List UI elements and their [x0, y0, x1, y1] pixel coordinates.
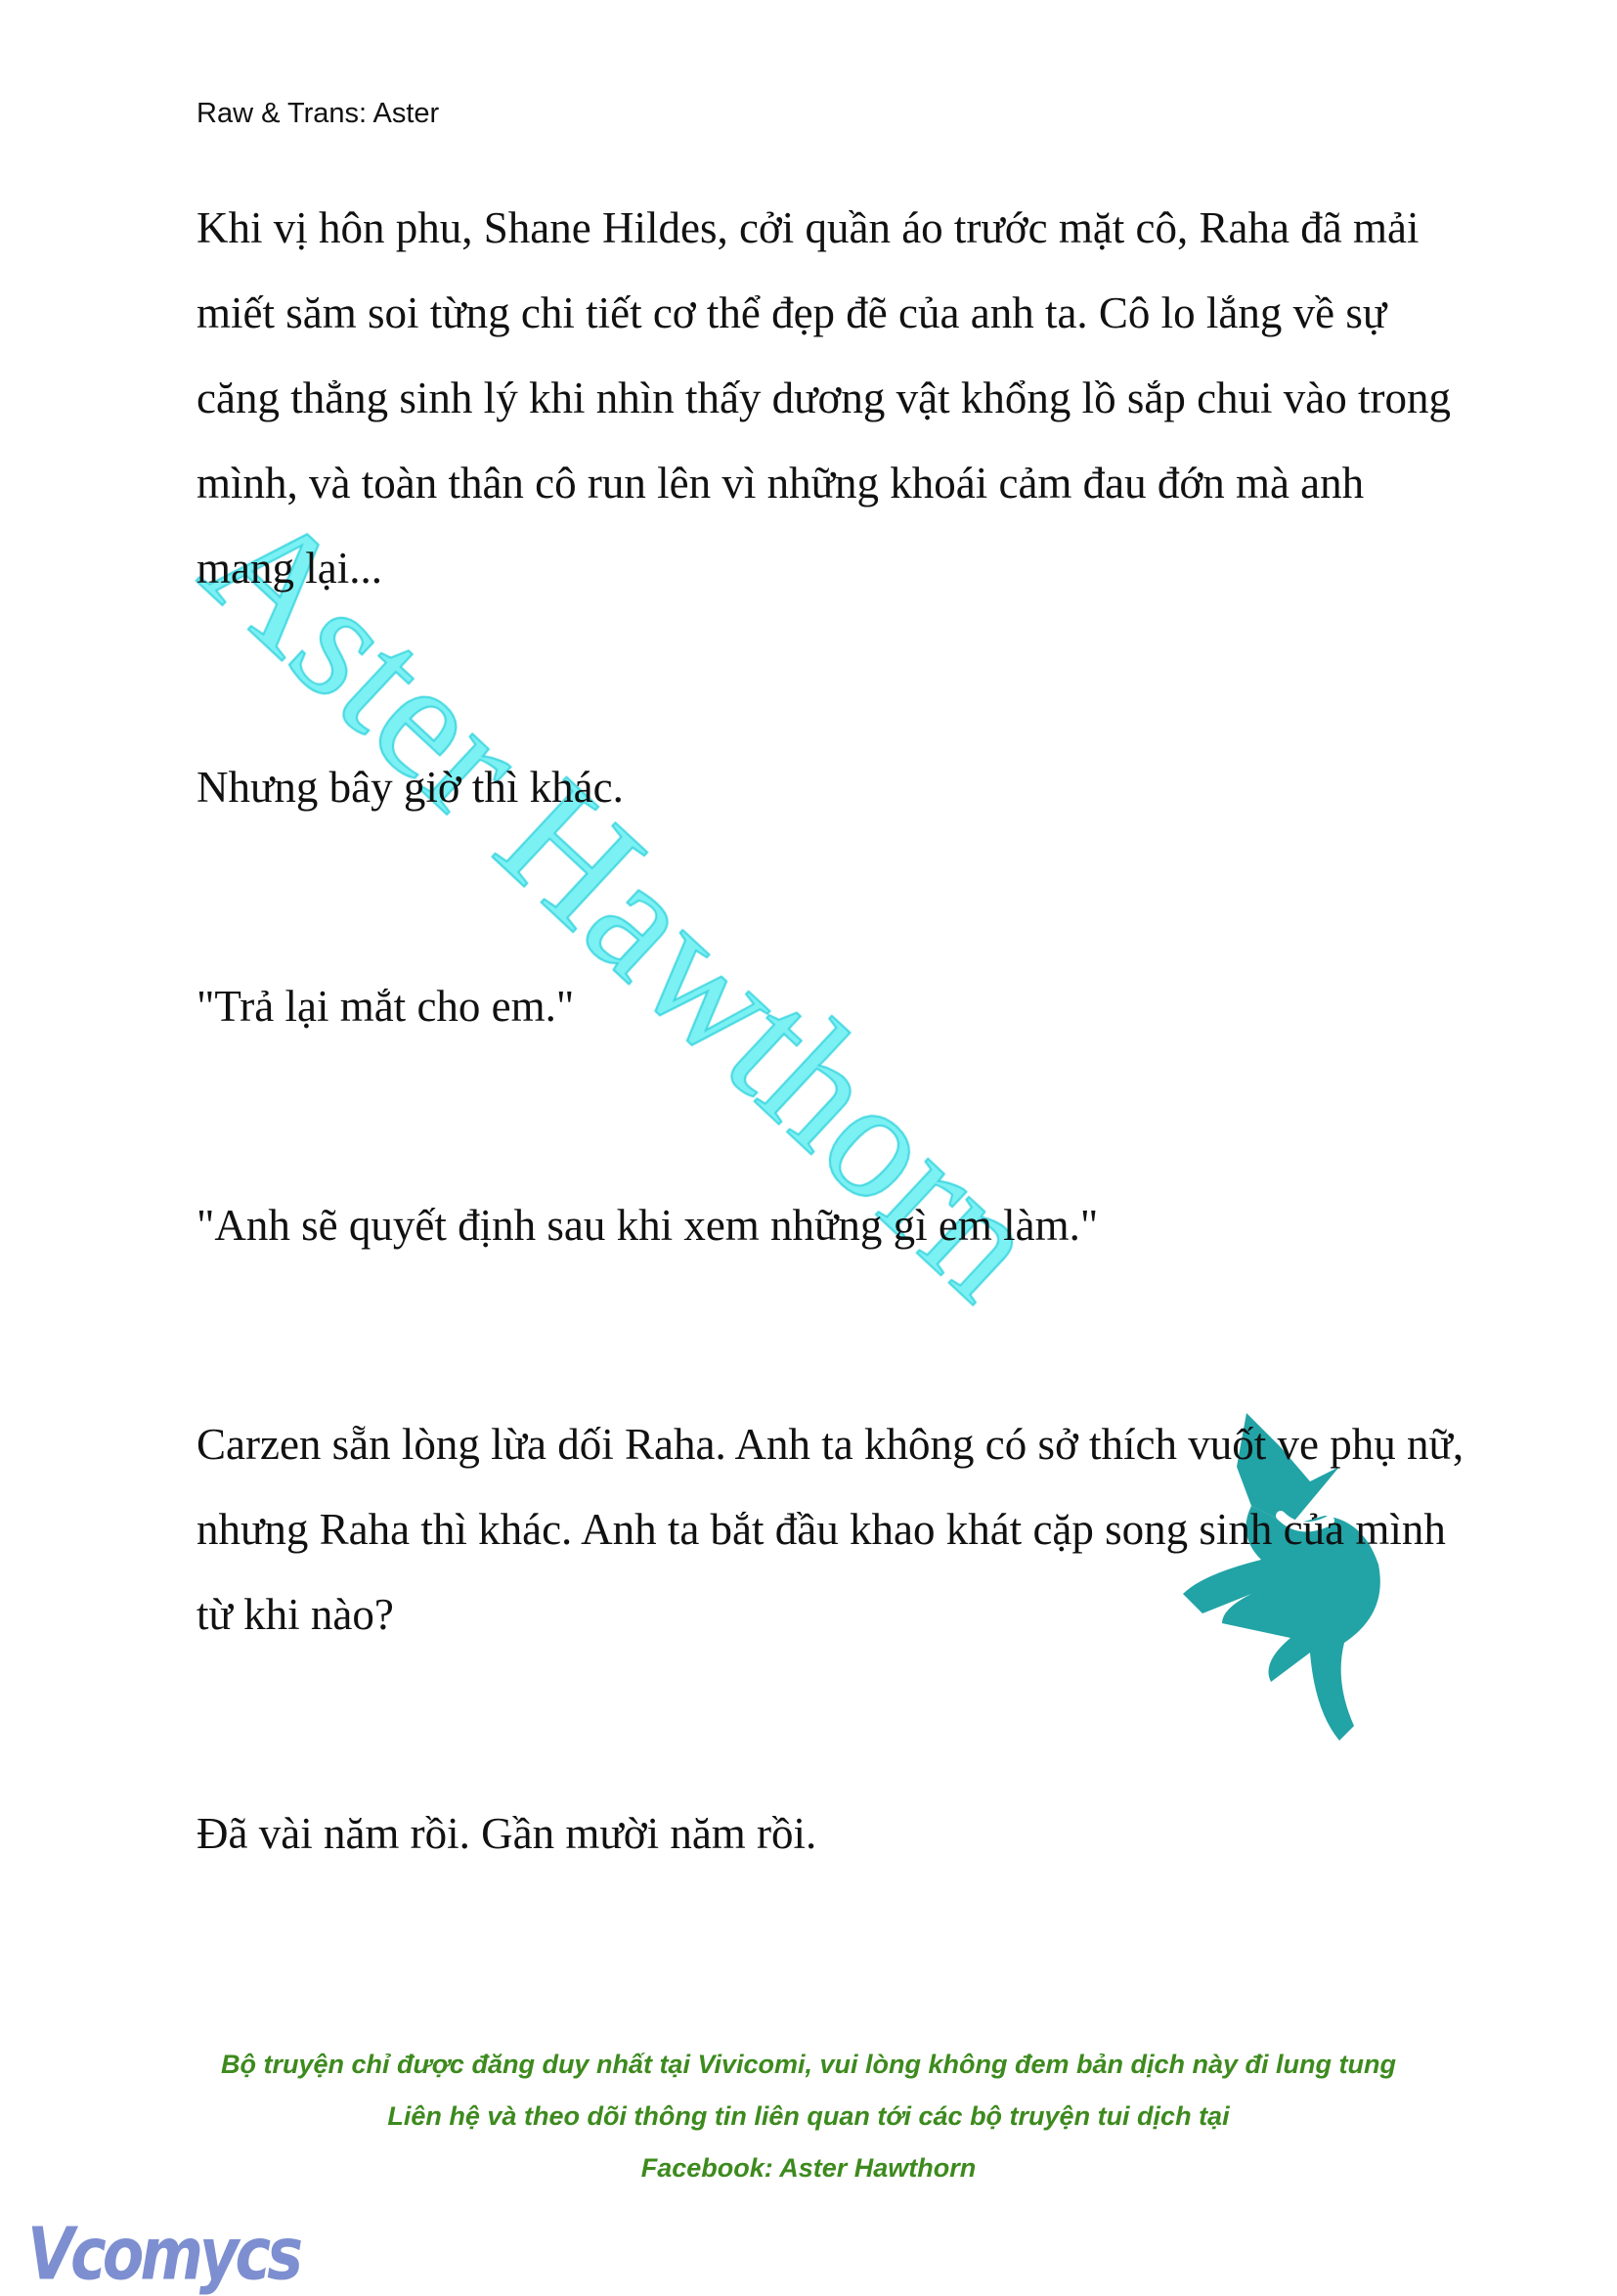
paragraph: "Trả lại mắt cho em." — [197, 982, 575, 1031]
paragraph: Khi vị hôn phu, Shane Hildes, cởi quần áo trước mặt cô, Raha đã mải miết săm soi từng chi tiết cơ thể đẹp đẽ của anh ta. Cô lo lắng về sự căng thẳng sinh lý khi nhìn thấy dương vật khổng lồ sắp chui vào trong mình, và toàn thân cô run lên vì những khoái cảm đau đớn mà anh mang lại... — [197, 203, 1452, 593]
header-credit: Raw & Trans: Aster — [197, 98, 440, 129]
paragraph: "Anh sẽ quyết định sau khi xem những gì em làm." — [197, 1201, 1099, 1250]
paragraph: Đã vài năm rồi. Gần mười năm rồi. — [197, 1809, 817, 1858]
footer-notice — [0, 2039, 1617, 2194]
vcomycs-logo: Vcomycs — [27, 2210, 300, 2296]
footer-line-2: Liên hệ và theo dõi thông tin liên quan tới các bộ truyện tui dịch tại — [387, 2101, 1230, 2131]
story-body — [197, 186, 1467, 2010]
paragraph: Carzen sẵn lòng lừa dối Raha. Anh ta không có sở thích vuốt ve phụ nữ, nhưng Raha thì khác. Anh ta bắt đầu khao khát cặp song sinh của mình từ khi nào? — [197, 1420, 1464, 1639]
footer-line-1: Bộ truyện chỉ được đăng duy nhất tại Vivicomi, vui lòng không đem bản dịch này đi lung tung — [221, 2050, 1396, 2079]
paragraph: Nhưng bây giờ thì khác. — [197, 763, 624, 812]
footer-line-3: Facebook: Aster Hawthorn — [640, 2153, 977, 2183]
